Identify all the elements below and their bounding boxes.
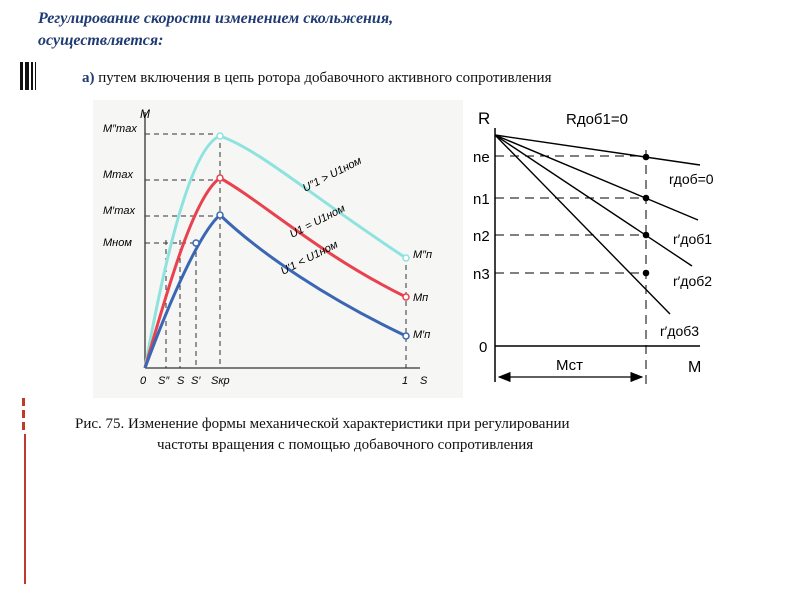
curve-label: U′1 < U1ном: [278, 238, 340, 278]
caption-line-1: Рис. 75. Изменение формы механической характеристики при регулировании: [75, 416, 570, 432]
marker-cyan-end: [403, 255, 409, 261]
n-tick-label: n2: [473, 228, 490, 245]
line-label: r′доб1: [673, 231, 713, 247]
marker-blue-end: [403, 333, 409, 339]
right-diagram: [473, 109, 714, 390]
x-tick-label: S: [420, 375, 428, 387]
marker-red-max: [217, 175, 223, 181]
r-axis-label: R: [478, 109, 491, 128]
line-label: rдоб=0: [669, 171, 714, 187]
top-label: Rдоб1=0: [566, 111, 628, 128]
x-tick-label: 1: [402, 375, 409, 387]
y-tick-label: Mmax: [103, 169, 133, 181]
n-tick-label: n1: [473, 191, 490, 208]
title-line-2: осуществляется:: [38, 32, 164, 49]
subtitle-text: путем включения в цепь ротора добавочного активного сопротивления: [98, 70, 552, 86]
caption-line-2: частоты вращения с помощью добавочного сопротивления: [157, 437, 534, 453]
x-tick-label: S: [177, 375, 185, 387]
title-line-1: Регулирование скорости изменением скольжения,: [38, 10, 394, 27]
x-tick-label: Sкр: [211, 375, 230, 387]
marker-blue-max: [217, 212, 223, 218]
end-label: M′п: [413, 329, 431, 341]
marker-cyan-max: [217, 133, 223, 139]
marker-nom: [193, 240, 199, 246]
x-tick-label: S″: [158, 375, 170, 387]
end-label: Mп: [413, 292, 429, 304]
end-label: M″п: [413, 249, 433, 261]
n-tick-label: n3: [473, 266, 490, 283]
n-tick-label: nе: [473, 149, 490, 166]
curve-label: U1 = U1ном: [287, 202, 348, 241]
y-tick-label: M″max: [103, 123, 137, 135]
curve-label: U″1 > U1ном: [300, 154, 364, 195]
m-axis-label: M: [688, 359, 702, 376]
y-tick-label: Mном: [103, 237, 132, 249]
y-axis-label: M: [140, 107, 150, 121]
mst-label: Мст: [556, 357, 584, 374]
x-tick-label: 0: [140, 375, 147, 387]
left-diagram: [93, 100, 463, 398]
line-label: r′доб2: [673, 273, 713, 289]
line-label: r′доб3: [660, 323, 700, 339]
figure-caption: [75, 414, 775, 456]
subtitle-label: а): [82, 70, 95, 86]
x-tick-label: S′: [191, 375, 201, 387]
marker-red-end: [403, 294, 409, 300]
origin-label: 0: [479, 339, 488, 356]
characteristic-lines: [495, 135, 700, 314]
y-tick-label: M′max: [103, 205, 136, 217]
